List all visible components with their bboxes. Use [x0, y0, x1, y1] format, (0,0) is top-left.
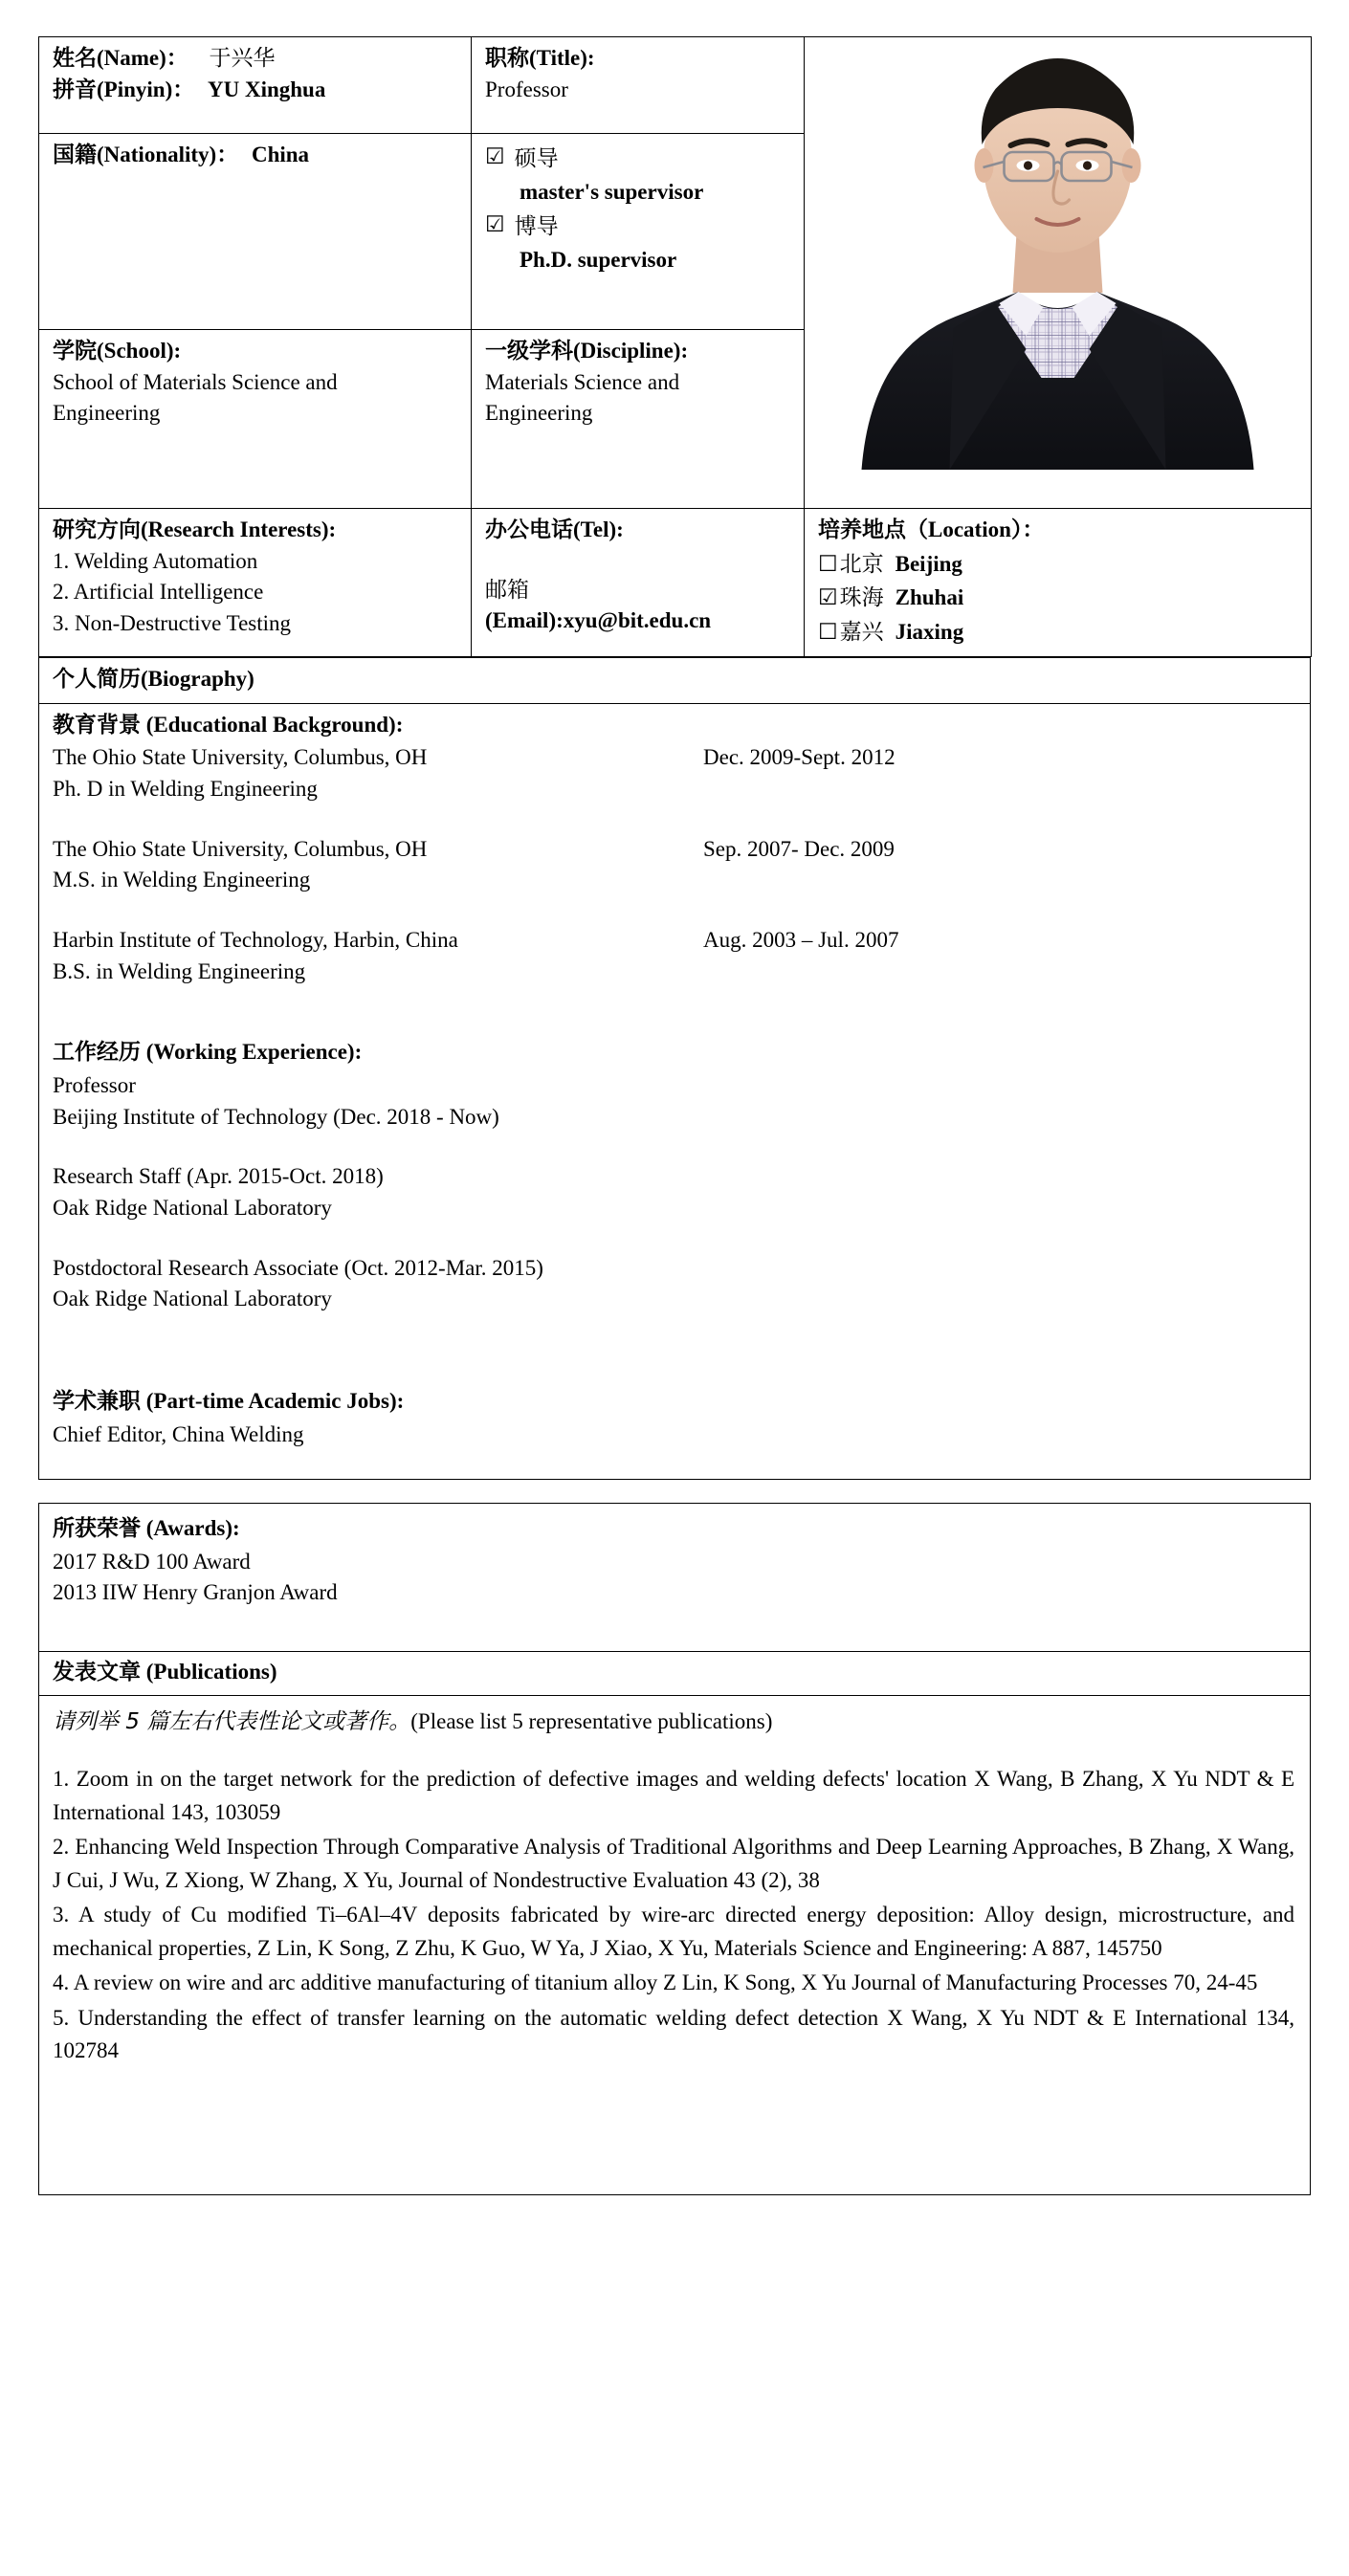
spacer	[53, 1365, 1300, 1386]
publication-item-4: 4. A review on wire and arc additive manufacturing of titanium alloy Z Lin, K Song, X Yu Journal of Manufacturing Processes 70, 24-45	[53, 1971, 1258, 1995]
location-jiaxing-en: Jiaxing	[895, 619, 964, 644]
cell-awards	[39, 1504, 1311, 1652]
spacer	[53, 1315, 1300, 1365]
publications-header: 发表文章 (Publications)	[53, 1659, 277, 1684]
working-3-line2: Oak Ridge National Laboratory	[53, 1287, 332, 1311]
spacer	[53, 1224, 1300, 1253]
education-entry-2-line1	[53, 834, 1300, 866]
location-jiaxing-row[interactable]	[818, 617, 1301, 649]
working-experience-header: 工作经历 (Working Experience):	[53, 1040, 363, 1065]
tel-label: 办公电话(Tel):	[485, 517, 624, 541]
cell-research-interests	[39, 509, 472, 657]
checkbox-phd-supervisor-icon[interactable]: ☑	[485, 212, 505, 237]
discipline-line-2: Engineering	[485, 401, 593, 426]
publications-table	[38, 1651, 1311, 2195]
school-label: 学院(School):	[53, 339, 182, 363]
publication-item-5: 5. Understanding the effect of transfer learning on the automatic welding defect detection X Wang, X Yu NDT & E International 134, 102784	[53, 2005, 1294, 2063]
name-line	[53, 43, 461, 75]
education-2-degree: M.S. in Welding Engineering	[53, 868, 311, 892]
research-item-2: 2. Artificial Intelligence	[53, 580, 264, 605]
section-gap	[38, 1480, 1311, 1503]
biography-header-row	[39, 658, 1311, 704]
pinyin-label: 拼音(Pinyin)：	[53, 77, 195, 101]
cell-biography-header	[39, 658, 1311, 704]
discipline-line-1: Materials Science and	[485, 369, 680, 394]
publications-list	[53, 1763, 1294, 2068]
working-1-line1: Professor	[53, 1072, 136, 1097]
tel-value	[485, 546, 794, 575]
education-2-date: Sep. 2007- Dec. 2009	[703, 836, 895, 861]
email-value[interactable]: (Email):xyu@bit.edu.cn	[485, 608, 712, 633]
publications-body-row	[39, 1695, 1311, 2194]
award-item-1: 2017 R&D 100 Award	[53, 1549, 251, 1574]
checkbox-jiaxing-icon[interactable]: ☐	[818, 619, 838, 644]
education-1-institution: The Ohio State University, Columbus, OH	[53, 745, 428, 770]
publications-note-cn: 请列举 5 篇左右代表性论文或著作。	[53, 1708, 411, 1734]
cell-nationality	[39, 134, 472, 330]
portrait-photo	[805, 37, 1311, 470]
spacer	[53, 1133, 1300, 1161]
location-zhuhai-row[interactable]	[818, 583, 1301, 614]
awards-table	[38, 1503, 1311, 1652]
pinyin-line	[53, 75, 461, 106]
education-header: 教育背景 (Educational Background):	[53, 712, 404, 737]
awards-row	[39, 1504, 1311, 1652]
supervisor-phd-row[interactable]	[485, 211, 794, 243]
cell-contact	[472, 509, 805, 657]
biography-body-row	[39, 703, 1311, 1480]
cell-discipline	[472, 330, 805, 509]
biography-header: 个人简历(Biography)	[53, 667, 254, 691]
cell-name	[39, 37, 472, 134]
publication-item-2: 2. Enhancing Weld Inspection Through Comparative Analysis of Traditional Algorithms and Deep Learning Approaches, B Zhang, X Wang, J Cui, J Wu, Z Xiong, W Zhang, X Yu, Journal of Nondestructive Evaluation 43 (2), 38	[53, 1835, 1294, 1892]
publications-note	[53, 1706, 1294, 1739]
cell-biography-body	[39, 703, 1311, 1480]
spacer	[53, 987, 1300, 1037]
parttime-jobs-header: 学术兼职 (Part-time Academic Jobs):	[53, 1388, 405, 1413]
spacer	[53, 896, 1300, 925]
checkbox-zhuhai-icon[interactable]: ☑	[818, 585, 838, 610]
cell-school	[39, 330, 472, 509]
supervisor-master-cn: 硕导	[514, 146, 559, 171]
publications-note-en: (Please list 5 representative publications)	[410, 1708, 773, 1733]
nationality-line	[53, 140, 461, 171]
biography-table	[38, 657, 1311, 1480]
location-label: 培养地点（Location）：	[818, 517, 1045, 541]
publication-item-1: 1. Zoom in on the target network for the prediction of defective images and welding defects' location X Wang, B Zhang, X Yu NDT & E International 143, 103059	[53, 1767, 1294, 1824]
name-value: 于兴华	[209, 46, 276, 71]
parttime-job-1: Chief Editor, China Welding	[53, 1421, 304, 1446]
title-label: 职称(Title):	[485, 46, 595, 70]
working-2-line1: Research Staff (Apr. 2015-Oct. 2018)	[53, 1164, 384, 1189]
name-label: 姓名(Name)：	[53, 46, 188, 70]
spacer	[53, 805, 1300, 834]
discipline-label: 一级学科(Discipline):	[485, 339, 689, 363]
research-item-3: 3. Non-Destructive Testing	[53, 610, 292, 635]
title-value: Professor	[485, 77, 568, 101]
checkbox-master-supervisor-icon[interactable]: ☑	[485, 144, 505, 168]
education-1-date: Dec. 2009-Sept. 2012	[703, 745, 896, 770]
spacer	[53, 1450, 1300, 1471]
location-zhuhai-en: Zhuhai	[895, 585, 964, 610]
education-entry-1-line1	[53, 742, 1300, 774]
award-item-2: 2013 IIW Henry Granjon Award	[53, 1580, 338, 1605]
location-beijing-row[interactable]	[818, 549, 1301, 581]
education-3-date: Aug. 2003 – Jul. 2007	[703, 927, 899, 952]
table-row-research-contact-location	[39, 509, 1312, 657]
research-label: 研究方向(Research Interests):	[53, 517, 337, 541]
school-line-2: Engineering	[53, 401, 161, 426]
cell-publications-body	[39, 1695, 1311, 2194]
nationality-label: 国籍(Nationality)：	[53, 143, 239, 166]
education-2-institution: The Ohio State University, Columbus, OH	[53, 836, 428, 861]
nationality-value: China	[251, 143, 310, 166]
cell-publications-header	[39, 1651, 1311, 1695]
awards-header: 所获荣誉 (Awards):	[53, 1516, 240, 1541]
school-line-1: School of Materials Science and	[53, 369, 338, 394]
research-item-1: 1. Welding Automation	[53, 548, 258, 573]
personal-info-table	[38, 36, 1312, 657]
spacer	[53, 2070, 1294, 2185]
supervisor-phd-en: Ph.D. supervisor	[520, 247, 677, 272]
education-3-degree: B.S. in Welding Engineering	[53, 958, 306, 983]
location-beijing-cn: 北京	[839, 551, 884, 577]
pinyin-value: YU Xinghua	[207, 77, 326, 101]
education-3-institution: Harbin Institute of Technology, Harbin, China	[53, 927, 458, 952]
portrait-image	[805, 37, 1311, 470]
publications-header-row	[39, 1651, 1311, 1695]
cell-supervisor	[472, 134, 805, 330]
cell-title	[472, 37, 805, 134]
cell-location	[805, 509, 1312, 657]
education-entry-3-line1	[53, 925, 1300, 957]
cell-photo	[805, 37, 1312, 509]
education-1-degree: Ph. D in Welding Engineering	[53, 776, 318, 801]
working-2-line2: Oak Ridge National Laboratory	[53, 1195, 332, 1220]
supervisor-master-row[interactable]	[485, 143, 794, 175]
location-zhuhai-cn: 珠海	[839, 585, 884, 611]
supervisor-phd-cn: 博导	[514, 214, 559, 240]
supervisor-master-en: master's supervisor	[520, 179, 704, 204]
spacer	[53, 1609, 1300, 1630]
location-jiaxing-cn: 嘉兴	[839, 619, 884, 645]
working-1-line2: Beijing Institute of Technology (Dec. 2018 - Now)	[53, 1104, 499, 1129]
checkbox-beijing-icon[interactable]: ☐	[818, 551, 838, 576]
table-row-name-title	[39, 37, 1312, 134]
publication-item-3: 3. A study of Cu modified Ti–6Al–4V deposits fabricated by wire-arc directed energy deposition: Alloy design, microstructure, and mechanical properties, Z Lin, K Song, Z Zhu, K Guo, W Ya, J Xiao, X Yu, Materials Science and Engineering: A 887, 145750	[53, 1903, 1294, 1960]
email-cn-label: 邮箱	[485, 577, 529, 603]
location-beijing-en: Beijing	[895, 551, 962, 576]
working-3-line1: Postdoctoral Research Associate (Oct. 2012-Mar. 2015)	[53, 1255, 543, 1280]
